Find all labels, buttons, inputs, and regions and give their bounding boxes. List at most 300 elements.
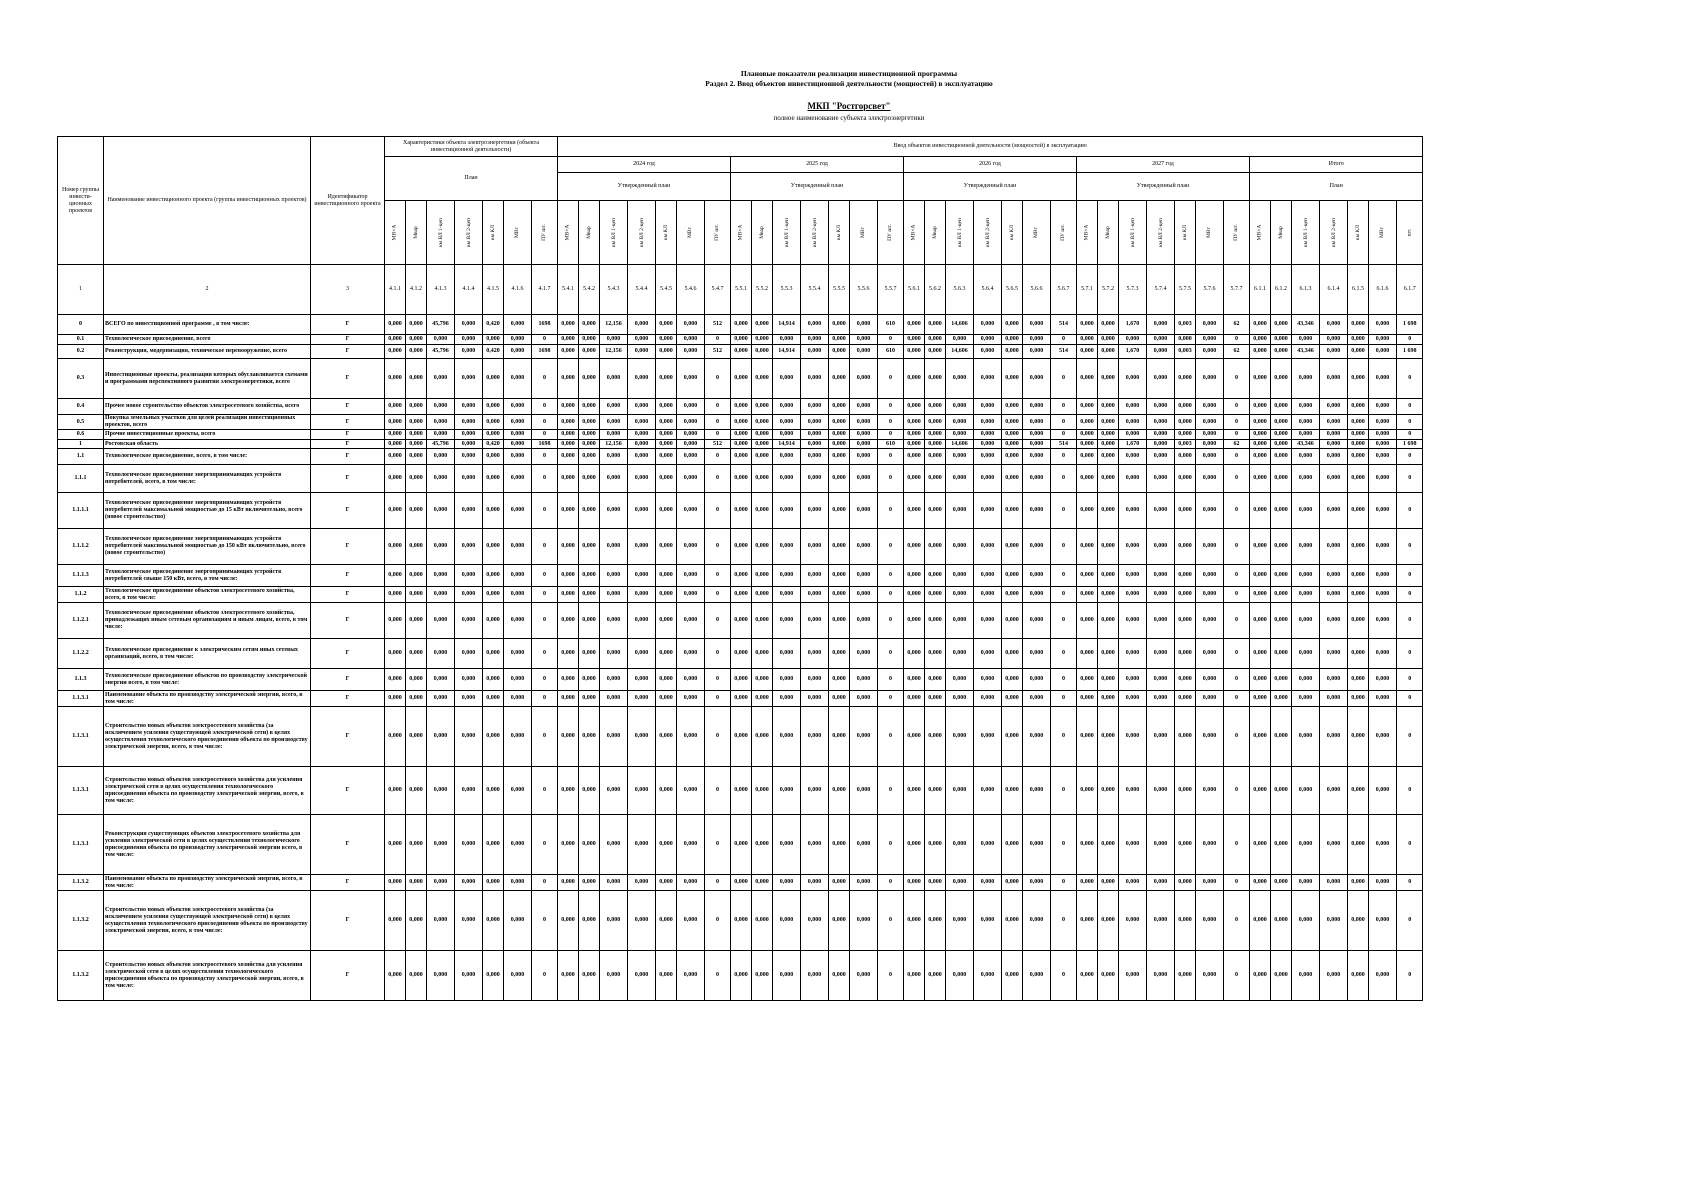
value-cell: 0,000 bbox=[677, 587, 705, 603]
value-cell: 0,000 bbox=[1369, 951, 1397, 1001]
value-cell: 0,420 bbox=[483, 440, 504, 449]
value-cell: 0,000 bbox=[850, 359, 878, 399]
value-cell: 43,346 bbox=[1292, 440, 1320, 449]
value-cell: 0,000 bbox=[427, 951, 455, 1001]
value-cell: 0,000 bbox=[1292, 891, 1320, 951]
value-cell: 0,000 bbox=[1348, 440, 1369, 449]
value-cell: 0,000 bbox=[1250, 707, 1271, 767]
value-cell: 0,000 bbox=[628, 815, 656, 875]
value-cell: 0 bbox=[1224, 707, 1250, 767]
value-cell: 0,000 bbox=[628, 493, 656, 529]
value-cell: 0,000 bbox=[455, 707, 483, 767]
value-cell: 0 bbox=[878, 359, 904, 399]
row-number: 0.6 bbox=[58, 430, 104, 440]
value-cell: 0,000 bbox=[1175, 603, 1196, 639]
value-cell: 0,000 bbox=[1175, 587, 1196, 603]
value-cell: 0,000 bbox=[628, 767, 656, 815]
value-cell: 12,156 bbox=[600, 440, 628, 449]
value-cell: 0,000 bbox=[974, 691, 1002, 707]
value-cell: 0,000 bbox=[752, 440, 773, 449]
row-name: Технологическое присоединение энергопринимающих устройств потребителей максимальной мощностью до 15 кВт включительно, всего (новое строительство) bbox=[104, 493, 311, 529]
value-cell: 0,000 bbox=[628, 565, 656, 587]
value-cell: 0,000 bbox=[455, 415, 483, 430]
value-cell: 0,000 bbox=[1002, 875, 1023, 891]
value-cell: 0,000 bbox=[1077, 875, 1098, 891]
value-cell: 0,000 bbox=[677, 315, 705, 335]
value-cell: 0,000 bbox=[1320, 767, 1348, 815]
value-cell: 0,000 bbox=[558, 529, 579, 565]
value-cell: 0,000 bbox=[385, 449, 406, 465]
value-cell: 1 698 bbox=[1397, 345, 1423, 359]
value-cell: 0,000 bbox=[773, 639, 801, 669]
value-cell: 0,000 bbox=[1348, 359, 1369, 399]
row-number: 1.1.3.1 bbox=[58, 767, 104, 815]
table-row bbox=[58, 430, 1423, 440]
value-cell: 0,000 bbox=[1002, 345, 1023, 359]
value-cell: 0,000 bbox=[1292, 359, 1320, 399]
value-cell: 0 bbox=[1051, 639, 1077, 669]
column-number: 5.7.3 bbox=[1119, 265, 1147, 315]
value-cell: 0,000 bbox=[483, 767, 504, 815]
column-number: 5.6.2 bbox=[925, 265, 946, 315]
value-cell: 0 bbox=[705, 565, 731, 587]
value-cell: 0,000 bbox=[829, 815, 850, 875]
value-cell: 0 bbox=[705, 815, 731, 875]
value-cell: 0,000 bbox=[1320, 345, 1348, 359]
value-cell: 0 bbox=[1051, 815, 1077, 875]
value-cell: 0,000 bbox=[1320, 815, 1348, 875]
value-cell: 0,000 bbox=[1023, 891, 1051, 951]
value-cell: 0,000 bbox=[925, 415, 946, 430]
value-cell: 0 bbox=[532, 359, 558, 399]
unit-label: МВт bbox=[514, 227, 520, 238]
value-cell: 0,000 bbox=[850, 465, 878, 493]
value-cell: 0,000 bbox=[925, 707, 946, 767]
value-cell: 0,000 bbox=[504, 415, 532, 430]
value-cell: 0 bbox=[1051, 529, 1077, 565]
value-cell: 0,000 bbox=[628, 603, 656, 639]
value-cell: 0,000 bbox=[558, 815, 579, 875]
value-cell: 0,000 bbox=[752, 603, 773, 639]
value-cell: 0,000 bbox=[1119, 815, 1147, 875]
row-identifier: Г bbox=[311, 707, 385, 767]
value-cell: 0,000 bbox=[1250, 691, 1271, 707]
value-cell: 0,000 bbox=[1369, 449, 1397, 465]
value-cell: 0 bbox=[532, 430, 558, 440]
value-cell: 0,000 bbox=[731, 951, 752, 1001]
value-cell: 0,000 bbox=[427, 691, 455, 707]
value-cell: 0,000 bbox=[656, 415, 677, 430]
value-cell: 0,000 bbox=[1348, 691, 1369, 707]
value-cell: 0,000 bbox=[1002, 529, 1023, 565]
value-cell: 0,000 bbox=[801, 639, 829, 669]
value-cell: 0,000 bbox=[904, 345, 925, 359]
value-cell: 0,000 bbox=[579, 529, 600, 565]
column-number: 5.4.4 bbox=[628, 265, 656, 315]
value-cell: 0 bbox=[878, 891, 904, 951]
value-cell: 0,000 bbox=[677, 815, 705, 875]
value-cell: 0,000 bbox=[600, 875, 628, 891]
value-cell: 0,000 bbox=[1196, 430, 1224, 440]
value-cell: 0 bbox=[1397, 767, 1423, 815]
value-cell: 0,000 bbox=[1320, 639, 1348, 669]
value-cell: 0,000 bbox=[850, 639, 878, 669]
value-cell: 0,000 bbox=[1196, 449, 1224, 465]
value-cell: 0,000 bbox=[1023, 603, 1051, 639]
value-cell: 45,796 bbox=[427, 440, 455, 449]
value-cell: 0,000 bbox=[1196, 603, 1224, 639]
value-cell: 0,000 bbox=[628, 707, 656, 767]
value-cell: 0,000 bbox=[406, 345, 427, 359]
unit-label: МВт bbox=[687, 227, 694, 238]
unit-label: км КЛ bbox=[835, 225, 842, 240]
value-cell: 0,000 bbox=[773, 891, 801, 951]
row-name: Реконструкция существующих объектов электросетевого хозяйства для усиления электрической сети в целях осуществления технологического присоединения объекта по производству электрической энергии всего, в том числе: bbox=[104, 815, 311, 875]
unit-label: км ВЛ 1-цеп bbox=[611, 217, 618, 248]
value-cell: 0,000 bbox=[829, 415, 850, 430]
value-cell: 0,000 bbox=[483, 449, 504, 465]
column-number: 5.4.2 bbox=[579, 265, 600, 315]
value-cell: 0,000 bbox=[455, 359, 483, 399]
value-cell: 0,000 bbox=[904, 767, 925, 815]
value-cell: 0,000 bbox=[1292, 493, 1320, 529]
value-cell: 0,000 bbox=[752, 691, 773, 707]
value-cell: 0,000 bbox=[628, 345, 656, 359]
value-cell: 0,000 bbox=[406, 430, 427, 440]
value-cell: 0,000 bbox=[483, 691, 504, 707]
value-cell: 0,000 bbox=[829, 493, 850, 529]
value-cell: 0,000 bbox=[558, 603, 579, 639]
value-cell: 0,000 bbox=[1320, 315, 1348, 335]
value-cell: 0,000 bbox=[1369, 335, 1397, 345]
row-name: Прочие инвестиционные проекты, всего bbox=[104, 430, 311, 440]
value-cell: 0,000 bbox=[752, 430, 773, 440]
column-number: 5.6.6 bbox=[1023, 265, 1051, 315]
row-identifier: Г bbox=[311, 587, 385, 603]
value-cell: 0,000 bbox=[677, 493, 705, 529]
value-cell: 0,000 bbox=[600, 335, 628, 345]
value-cell: 0,000 bbox=[946, 951, 974, 1001]
value-cell: 0,000 bbox=[1292, 603, 1320, 639]
value-cell: 0,000 bbox=[1320, 691, 1348, 707]
value-cell: 0 bbox=[1224, 875, 1250, 891]
value-cell: 0,000 bbox=[1369, 691, 1397, 707]
value-cell: 0,000 bbox=[1023, 399, 1051, 415]
value-cell: 0,000 bbox=[427, 639, 455, 669]
value-cell: 0,000 bbox=[752, 493, 773, 529]
value-cell: 0 bbox=[878, 449, 904, 465]
value-cell: 0,000 bbox=[731, 315, 752, 335]
value-cell: 0,000 bbox=[600, 415, 628, 430]
value-cell: 0,000 bbox=[1196, 707, 1224, 767]
value-cell: 0,000 bbox=[1320, 603, 1348, 639]
value-cell: 0 bbox=[705, 465, 731, 493]
value-cell: 0,000 bbox=[1119, 639, 1147, 669]
value-cell: 0,000 bbox=[504, 767, 532, 815]
value-cell: 0 bbox=[1224, 767, 1250, 815]
table-row bbox=[58, 691, 1423, 707]
value-cell: 0,000 bbox=[628, 359, 656, 399]
value-cell: 0,000 bbox=[1119, 399, 1147, 415]
value-cell: 0,000 bbox=[385, 440, 406, 449]
value-cell: 0,000 bbox=[406, 669, 427, 691]
unit-label: МВ×А bbox=[564, 224, 571, 241]
value-cell: 0 bbox=[1224, 465, 1250, 493]
value-cell: 0,000 bbox=[1147, 815, 1175, 875]
value-cell: 0,000 bbox=[579, 767, 600, 815]
value-cell: 514 bbox=[1051, 315, 1077, 335]
column-number: 5.6.3 bbox=[946, 265, 974, 315]
value-cell: 0,000 bbox=[656, 465, 677, 493]
value-cell: 0,000 bbox=[1098, 767, 1119, 815]
value-cell: 0 bbox=[1051, 691, 1077, 707]
value-cell: 0,000 bbox=[974, 669, 1002, 691]
value-cell: 0,000 bbox=[904, 440, 925, 449]
value-cell: 0,000 bbox=[850, 399, 878, 415]
value-cell: 0,000 bbox=[1077, 691, 1098, 707]
value-cell: 0,000 bbox=[1320, 449, 1348, 465]
value-cell: 0,000 bbox=[731, 691, 752, 707]
table-row bbox=[58, 875, 1423, 891]
value-cell: 0,000 bbox=[406, 603, 427, 639]
value-cell: 0,000 bbox=[1196, 767, 1224, 815]
value-cell: 0,000 bbox=[1196, 815, 1224, 875]
value-cell: 0 bbox=[705, 359, 731, 399]
col-title-name: Наименование инвестиционного проекта (группы инвестиционных проектов) bbox=[104, 137, 311, 265]
value-cell: 0,000 bbox=[455, 691, 483, 707]
row-number: 0.5 bbox=[58, 415, 104, 430]
unit-label: Мвар bbox=[1277, 226, 1284, 239]
value-cell: 0,000 bbox=[483, 587, 504, 603]
value-cell: 0,000 bbox=[579, 315, 600, 335]
row-number: 0.2 bbox=[58, 345, 104, 359]
row-identifier: Г bbox=[311, 691, 385, 707]
row-name: ВСЕГО по инвестиционной программе , в том числе: bbox=[104, 315, 311, 335]
unit-label: км КЛ bbox=[1354, 225, 1361, 240]
value-cell: 0,000 bbox=[483, 951, 504, 1001]
value-cell: 0,000 bbox=[385, 815, 406, 875]
value-cell: 0,000 bbox=[1369, 430, 1397, 440]
value-cell: 0,000 bbox=[1077, 815, 1098, 875]
value-cell: 0,000 bbox=[829, 359, 850, 399]
column-number: 4.1.6 bbox=[504, 265, 532, 315]
unit-label: км ВЛ 2-цеп bbox=[639, 217, 646, 248]
row-name: Технологическое присоединение энергопринимающих устройств потребителей, всего, в том числе: bbox=[104, 465, 311, 493]
value-cell: 0,000 bbox=[1196, 345, 1224, 359]
value-cell: 0,000 bbox=[455, 315, 483, 335]
value-cell: 0,000 bbox=[1369, 669, 1397, 691]
value-cell: 0,000 bbox=[752, 707, 773, 767]
value-cell: 0,000 bbox=[829, 430, 850, 440]
value-cell: 0,000 bbox=[558, 891, 579, 951]
value-cell: 0 bbox=[1397, 587, 1423, 603]
value-cell: 0,000 bbox=[656, 669, 677, 691]
value-cell: 0,000 bbox=[829, 891, 850, 951]
value-cell: 0,000 bbox=[504, 707, 532, 767]
value-cell: 0 bbox=[1051, 603, 1077, 639]
value-cell: 0 bbox=[532, 951, 558, 1001]
value-cell: 0,000 bbox=[925, 691, 946, 707]
value-cell: 0,000 bbox=[1196, 359, 1224, 399]
value-cell: 0,000 bbox=[974, 335, 1002, 345]
value-cell: 0,000 bbox=[1077, 603, 1098, 639]
value-cell: 0,000 bbox=[628, 335, 656, 345]
value-cell: 0,000 bbox=[1077, 440, 1098, 449]
value-cell: 0,000 bbox=[406, 415, 427, 430]
value-cell: 0,000 bbox=[974, 565, 1002, 587]
value-cell: 0,000 bbox=[1175, 430, 1196, 440]
value-cell: 0,000 bbox=[1175, 815, 1196, 875]
value-cell: 0 bbox=[1397, 565, 1423, 587]
value-cell: 0,000 bbox=[504, 815, 532, 875]
value-cell: 0,000 bbox=[504, 440, 532, 449]
value-cell: 0,000 bbox=[801, 767, 829, 815]
value-cell: 0,000 bbox=[1023, 565, 1051, 587]
table-row bbox=[58, 359, 1423, 399]
value-cell: 0,000 bbox=[427, 669, 455, 691]
row-identifier: Г bbox=[311, 415, 385, 430]
value-cell: 0,000 bbox=[1175, 767, 1196, 815]
value-cell: 0,000 bbox=[677, 951, 705, 1001]
value-cell: 0,000 bbox=[974, 315, 1002, 335]
value-cell: 0 bbox=[878, 529, 904, 565]
value-cell: 0 bbox=[1397, 891, 1423, 951]
value-cell: 0 bbox=[1397, 669, 1423, 691]
row-identifier: Г bbox=[311, 335, 385, 345]
value-cell: 0,000 bbox=[628, 587, 656, 603]
value-cell: 0,000 bbox=[1250, 415, 1271, 430]
value-cell: 610 bbox=[878, 345, 904, 359]
value-cell: 0,000 bbox=[385, 691, 406, 707]
value-cell: 0,000 bbox=[504, 345, 532, 359]
value-cell: 0,000 bbox=[829, 767, 850, 815]
value-cell: 0,000 bbox=[1250, 669, 1271, 691]
value-cell: 0,000 bbox=[504, 399, 532, 415]
value-cell: 0 bbox=[878, 951, 904, 1001]
row-identifier: Г bbox=[311, 493, 385, 529]
row-name: Технологическое присоединение объектов электросетевого хозяйства, всего, в том числе: bbox=[104, 587, 311, 603]
value-cell: 0,000 bbox=[677, 345, 705, 359]
value-cell: 0,000 bbox=[504, 315, 532, 335]
value-cell: 0,000 bbox=[628, 669, 656, 691]
value-cell: 0,000 bbox=[579, 493, 600, 529]
row-number: 1.1.3.2 bbox=[58, 891, 104, 951]
col-title-input: Ввод объектов инвестиционной деятельности (мощностей) в эксплуатацию bbox=[558, 137, 1423, 157]
value-cell: 0,000 bbox=[829, 335, 850, 345]
column-number: 5.4.1 bbox=[558, 265, 579, 315]
value-cell: 0,000 bbox=[677, 669, 705, 691]
value-cell: 0,000 bbox=[1196, 565, 1224, 587]
value-cell: 0,000 bbox=[829, 639, 850, 669]
table-row bbox=[58, 449, 1423, 465]
value-cell: 43,346 bbox=[1292, 315, 1320, 335]
value-cell: 0,000 bbox=[974, 465, 1002, 493]
value-cell: 0,000 bbox=[483, 707, 504, 767]
unit-label: км ВЛ 2-цеп bbox=[985, 217, 992, 248]
value-cell: 0 bbox=[532, 707, 558, 767]
value-cell: 0 bbox=[1397, 335, 1423, 345]
value-cell: 610 bbox=[878, 315, 904, 335]
value-cell: 0,000 bbox=[1119, 449, 1147, 465]
value-cell: 0,000 bbox=[504, 669, 532, 691]
value-cell: 0,000 bbox=[731, 815, 752, 875]
unit-label: км ВЛ 2-цеп bbox=[466, 217, 473, 248]
value-cell: 0,000 bbox=[1292, 707, 1320, 767]
value-cell: 0,000 bbox=[829, 315, 850, 335]
value-cell: 0,000 bbox=[925, 345, 946, 359]
value-cell: 0,000 bbox=[1292, 767, 1320, 815]
value-cell: 0,000 bbox=[1002, 449, 1023, 465]
value-cell: 0,000 bbox=[1098, 315, 1119, 335]
value-cell: 0,000 bbox=[628, 951, 656, 1001]
value-cell: 0,000 bbox=[628, 449, 656, 465]
value-cell: 0,000 bbox=[504, 359, 532, 399]
value-cell: 0 bbox=[1051, 415, 1077, 430]
value-cell: 0,000 bbox=[1369, 707, 1397, 767]
value-cell: 0,000 bbox=[974, 815, 1002, 875]
value-cell: 12,156 bbox=[600, 315, 628, 335]
column-number: 5.5.7 bbox=[878, 265, 904, 315]
value-cell: 0,000 bbox=[628, 529, 656, 565]
value-cell: 0,000 bbox=[427, 891, 455, 951]
value-cell: 0,000 bbox=[1320, 493, 1348, 529]
value-cell: 0,000 bbox=[946, 587, 974, 603]
column-number: 5.7.4 bbox=[1147, 265, 1175, 315]
value-cell: 0,000 bbox=[427, 815, 455, 875]
column-number: 4.1.1 bbox=[385, 265, 406, 315]
value-cell: 0,000 bbox=[974, 707, 1002, 767]
value-cell: 0,000 bbox=[1023, 493, 1051, 529]
unit-label: км КЛ bbox=[1008, 225, 1015, 240]
column-number: 5.5.6 bbox=[850, 265, 878, 315]
value-cell: 0,000 bbox=[1320, 875, 1348, 891]
value-cell: 14,606 bbox=[946, 440, 974, 449]
value-cell: 0,000 bbox=[974, 359, 1002, 399]
value-cell: 0,000 bbox=[600, 707, 628, 767]
value-cell: 0,000 bbox=[1119, 767, 1147, 815]
investment-table bbox=[57, 136, 1423, 1001]
value-cell: 0,000 bbox=[752, 315, 773, 335]
value-cell: 0,000 bbox=[925, 449, 946, 465]
value-cell: 0,000 bbox=[504, 891, 532, 951]
value-cell: 0,000 bbox=[558, 707, 579, 767]
value-cell: 0,000 bbox=[385, 335, 406, 345]
section-title: Раздел 2. Ввод объектов инвестиционной деятельности (мощностей) в эксплуатацию bbox=[705, 79, 993, 88]
value-cell: 0,000 bbox=[773, 465, 801, 493]
col-title-plan: План bbox=[385, 157, 558, 201]
value-cell: 0,000 bbox=[1023, 707, 1051, 767]
value-cell: 0 bbox=[1051, 875, 1077, 891]
value-cell: 0 bbox=[1224, 639, 1250, 669]
value-cell: 0,000 bbox=[427, 449, 455, 465]
value-cell: 0,000 bbox=[1077, 639, 1098, 669]
value-cell: 0,000 bbox=[752, 815, 773, 875]
value-cell: 0,000 bbox=[946, 415, 974, 430]
value-cell: 0,000 bbox=[731, 335, 752, 345]
value-cell: 0,000 bbox=[946, 691, 974, 707]
value-cell: 0 bbox=[705, 767, 731, 815]
value-cell: 0,000 bbox=[752, 767, 773, 815]
value-cell: 45,796 bbox=[427, 315, 455, 335]
value-cell: 0,000 bbox=[483, 875, 504, 891]
value-cell: 0,000 bbox=[558, 345, 579, 359]
value-cell: 0,000 bbox=[773, 399, 801, 415]
value-cell: 0,000 bbox=[1098, 815, 1119, 875]
value-cell: 0,000 bbox=[731, 875, 752, 891]
value-cell: 0 bbox=[1224, 951, 1250, 1001]
value-cell: 0 bbox=[1224, 415, 1250, 430]
column-number: 1 bbox=[58, 265, 104, 315]
